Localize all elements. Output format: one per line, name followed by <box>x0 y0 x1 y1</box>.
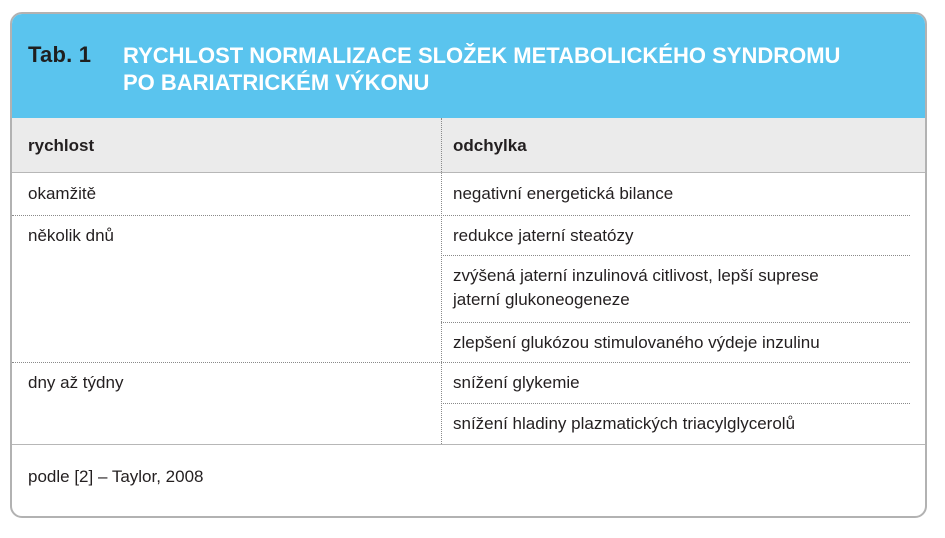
speed-cell: okamžitě <box>28 184 97 203</box>
table-title <box>123 42 883 96</box>
row-divider <box>441 322 910 323</box>
effect-cell <box>453 264 819 312</box>
table-title-line-1: RYCHLOST NORMALIZACE SLOŽEK METABOLICKÉHO SYNDROMU <box>123 43 841 68</box>
effect-cell-line-1: zvýšená jaterní inzulinová citlivost, lepší suprese <box>453 266 819 285</box>
speed-cell: několik dnů <box>28 226 115 245</box>
column-header-row <box>12 118 925 173</box>
effect-cell: redukce jaterní steatózy <box>453 226 634 245</box>
table-frame <box>10 12 927 518</box>
effect-cell: negativní energetická bilance <box>453 184 674 203</box>
effect-cell-line-2: jaterní glukoneogeneze <box>453 290 630 309</box>
column-header-rychlost: rychlost <box>28 136 95 155</box>
table-label: Tab. 1 <box>28 42 92 67</box>
row-divider <box>12 362 910 363</box>
table-bottom-rule <box>12 444 925 445</box>
row-divider <box>12 215 910 216</box>
column-divider <box>441 118 442 444</box>
table-title-line-2: PO BARIATRICKÉM VÝKONU <box>123 70 430 95</box>
table-header <box>12 14 925 118</box>
effect-cell: snížení glykemie <box>453 373 580 392</box>
speed-cell: dny až týdny <box>28 373 124 392</box>
row-divider <box>441 255 910 256</box>
effect-cell: zlepšení glukózou stimulovaného výdeje inzulinu <box>453 333 820 352</box>
column-header-odchylka: odchylka <box>453 136 527 155</box>
row-divider <box>441 403 910 404</box>
source-note: podle [2] – Taylor, 2008 <box>28 467 204 486</box>
effect-cell: snížení hladiny plazmatických triacylglycerolů <box>453 414 796 433</box>
